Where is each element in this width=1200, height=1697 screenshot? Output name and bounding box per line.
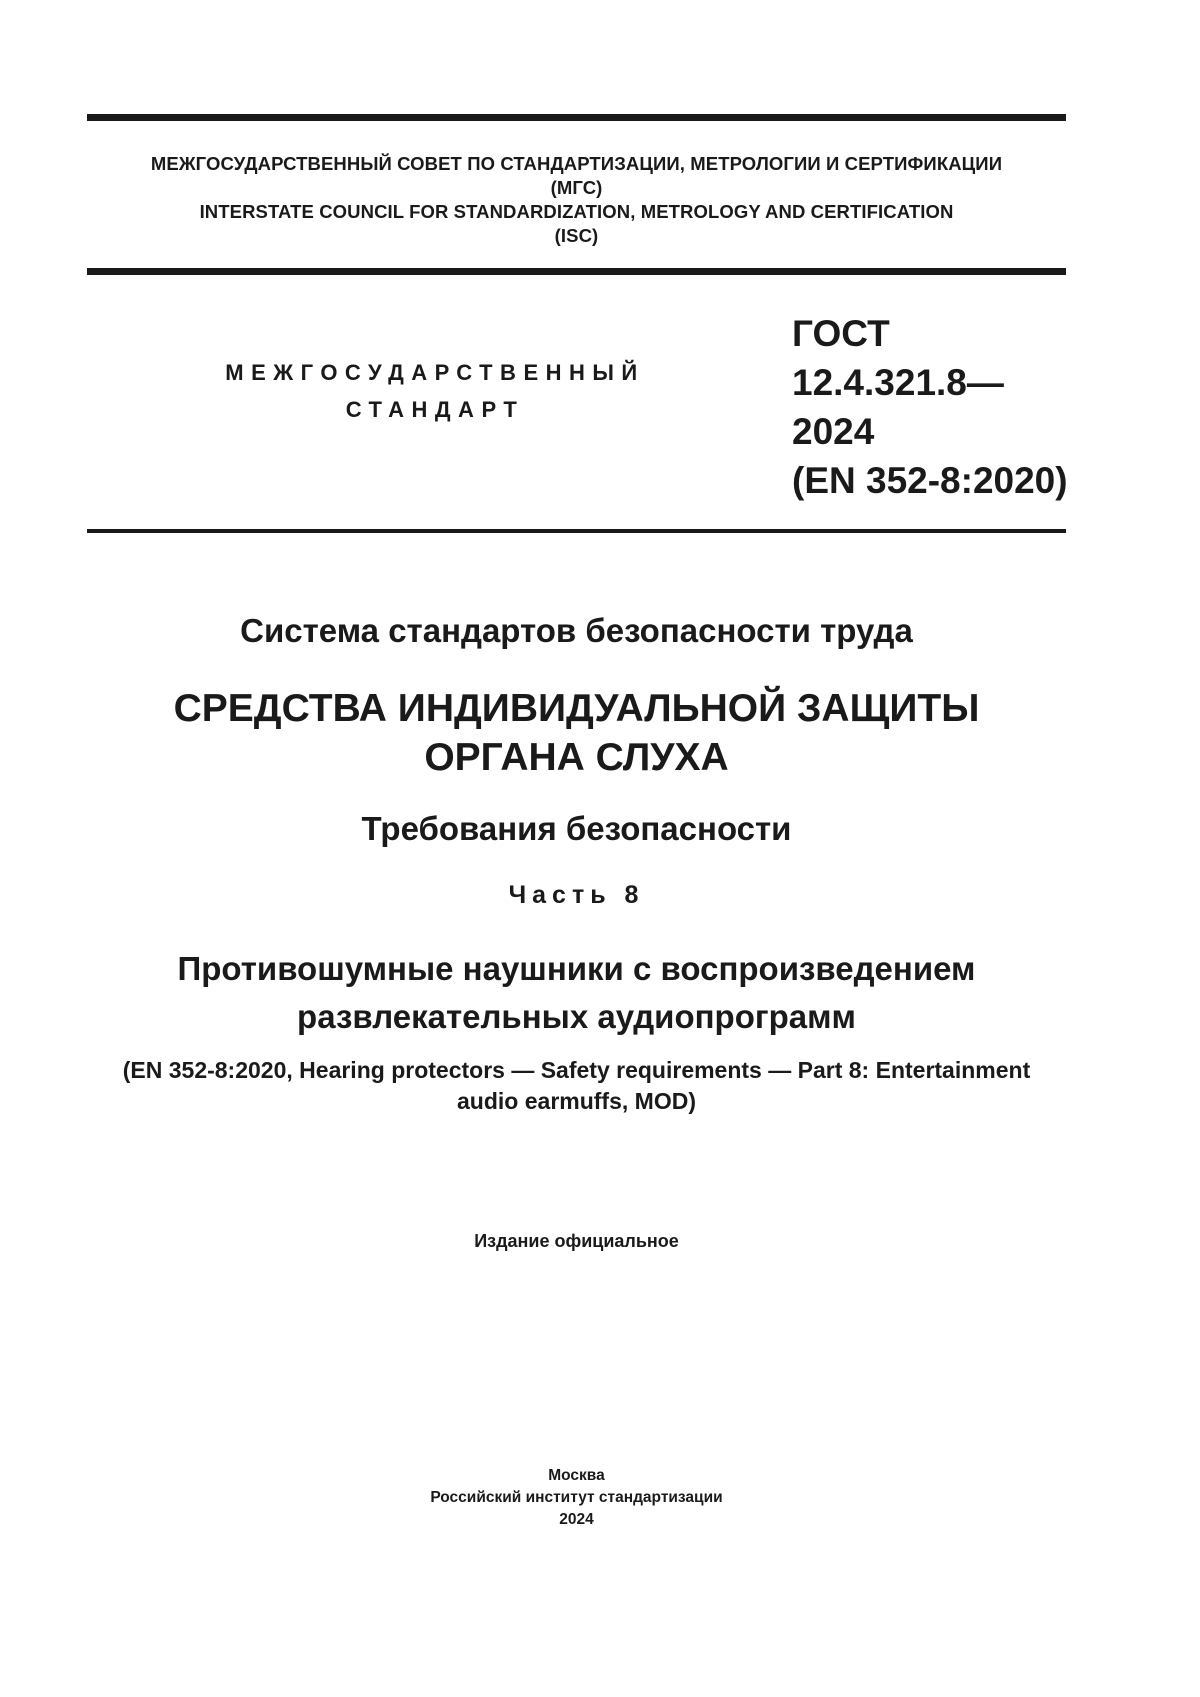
council-name-en: INTERSTATE COUNCIL FOR STANDARDIZATION, METROLOGY AND CERTIFICATION bbox=[199, 201, 954, 222]
designation-prefix: ГОСТ bbox=[792, 313, 890, 354]
council-name-ru: МЕЖГОСУДАРСТВЕННЫЙ СОВЕТ ПО СТАНДАРТИЗАЦИИ, МЕТРОЛОГИИ И СЕРТИФИКАЦИИ bbox=[150, 153, 1003, 174]
en-reference-line1: (EN 352-8:2020, Hearing protectors — Safety requirements — Part 8: Entertainment bbox=[122, 1057, 1031, 1083]
system-title: Система стандартов безопасности труда bbox=[240, 612, 913, 649]
council-abbr-ru: (МГС) bbox=[550, 177, 603, 198]
part-title-line2: развлекательных аудиопрограмм bbox=[297, 998, 856, 1035]
main-title-line1: СРЕДСТВА ИНДИВИДУАЛЬНОЙ ЗАЩИТЫ bbox=[173, 687, 980, 730]
council-header bbox=[87, 152, 1066, 248]
main-title-line2: ОРГАНА СЛУХА bbox=[424, 736, 729, 779]
publisher-city: Москва bbox=[548, 1467, 605, 1484]
publisher-institute: Российский институт стандартизации bbox=[430, 1489, 723, 1506]
standard-designation bbox=[792, 309, 1068, 505]
publisher-block bbox=[87, 1465, 1066, 1531]
designation-year: 2024 bbox=[792, 411, 875, 452]
part-title-line1: Противошумные наушники с воспроизведением bbox=[177, 950, 976, 987]
en-reference-line2: audio earmuffs, MOD) bbox=[457, 1088, 696, 1114]
middle-rule bbox=[87, 268, 1066, 275]
top-rule bbox=[87, 114, 1066, 121]
council-abbr-en: (ISC) bbox=[554, 225, 599, 246]
edition-label: Издание официальное bbox=[474, 1231, 679, 1251]
standard-type bbox=[200, 354, 670, 428]
standard-type-line1: МЕЖГОСУДАРСТВЕННЫЙ bbox=[225, 360, 645, 385]
designation-en-equivalent: (EN 352-8:2020) bbox=[792, 460, 1068, 501]
part-label: Часть 8 bbox=[508, 881, 645, 909]
bottom-rule bbox=[87, 529, 1066, 533]
standard-type-line2: СТАНДАРТ bbox=[345, 397, 525, 422]
subtitle: Требования безопасности bbox=[361, 810, 792, 847]
designation-number: 12.4.321.8— bbox=[792, 362, 1004, 403]
main-title bbox=[87, 684, 1066, 782]
publisher-year: 2024 bbox=[559, 1511, 594, 1528]
en-reference bbox=[87, 1055, 1066, 1117]
part-title bbox=[87, 945, 1066, 1041]
